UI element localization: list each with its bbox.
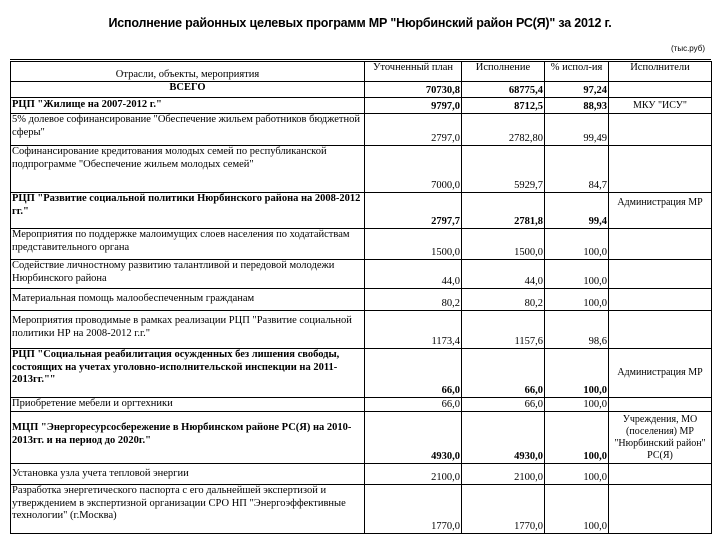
header-fact: Исполнение (462, 62, 545, 82)
row-pct: 99,49 (545, 114, 609, 146)
row-executor: МКУ "ИСУ" (609, 98, 712, 114)
row-executor (609, 260, 712, 289)
row-fact: 66,0 (462, 349, 545, 398)
table-row (11, 412, 712, 464)
row-fact: 2781,8 (462, 193, 545, 229)
row-fact: 2782,80 (462, 114, 545, 146)
row-fact: 1157,6 (462, 311, 545, 349)
row-plan: 1173,4 (365, 311, 462, 349)
row-name: Мероприятия по поддержке малоимущих слоев населения по ходатайствам представительного органа (11, 229, 365, 260)
header-name: Отрасли, объекты, мероприятия (11, 62, 365, 82)
row-pct: 100,0 (545, 229, 609, 260)
row-name: Материальная помощь малообеспеченным гражданам (11, 289, 365, 311)
row-executor: Администрация МР (609, 349, 712, 398)
row-name: РЦП "Развитие социальной политики Нюрбинского района на 2008-2012 гг." (11, 193, 365, 229)
table-header-row (11, 62, 712, 82)
row-pct: 100,0 (545, 398, 609, 412)
units-label: (тыс.руб) (671, 44, 705, 53)
row-pct: 100,0 (545, 260, 609, 289)
table-row (11, 98, 712, 114)
header-executor: Исполнители (609, 62, 712, 82)
table-row (11, 485, 712, 534)
row-fact: 66,0 (462, 398, 545, 412)
row-executor: Администрация МР (609, 193, 712, 229)
row-pct: 88,93 (545, 98, 609, 114)
row-plan: 2100,0 (365, 464, 462, 485)
row-name: Мероприятия проводимые в рамках реализации РЦП "Развитие социальной политики НР на 2008-2012 г.г." (11, 311, 365, 349)
row-executor (609, 485, 712, 534)
table-row (11, 229, 712, 260)
row-name: Приобретение мебели и оргтехники (11, 398, 365, 412)
row-executor (609, 114, 712, 146)
row-executor (609, 146, 712, 193)
row-executor (609, 464, 712, 485)
row-name: Содействие личностному развитию талантливой и передовой молодежи Нюрбинского района (11, 260, 365, 289)
row-name: Установка узла учета тепловой энергии (11, 464, 365, 485)
row-name: 5% долевое софинансирование "Обеспечение жильем работников бюджетной сферы" (11, 114, 365, 146)
row-fact: 68775,4 (462, 82, 545, 98)
row-plan: 80,2 (365, 289, 462, 311)
row-pct: 100,0 (545, 412, 609, 464)
row-pct: 100,0 (545, 349, 609, 398)
row-fact: 80,2 (462, 289, 545, 311)
row-name: Софинансирование кредитования молодых семей по республиканской подпрограмме "Обеспечение жильем молодых семей" (11, 146, 365, 193)
row-plan: 1500,0 (365, 229, 462, 260)
row-plan: 66,0 (365, 349, 462, 398)
row-plan: 9797,0 (365, 98, 462, 114)
row-plan: 1770,0 (365, 485, 462, 534)
row-executor: Учреждения, МО (поселения) МР "Нюрбинский район" РС(Я) (609, 412, 712, 464)
row-name: РЦП "Социальная реабилитация осужденных без лишения свободы, состоящих на учетах уголовно-исполнительской инспекции на 2011-2013гг."" (11, 349, 365, 398)
row-executor (609, 398, 712, 412)
row-pct: 98,6 (545, 311, 609, 349)
row-plan: 2797,7 (365, 193, 462, 229)
row-plan: 7000,0 (365, 146, 462, 193)
row-fact: 44,0 (462, 260, 545, 289)
row-pct: 100,0 (545, 485, 609, 534)
header-plan: Уточненный план (365, 62, 462, 82)
row-executor (609, 311, 712, 349)
table-row (11, 114, 712, 146)
document-title: Исполнение районных целевых программ МР "Нюрбинский район РС(Я)" за 2012 г. (108, 16, 612, 30)
row-executor (609, 82, 712, 98)
row-pct: 97,24 (545, 82, 609, 98)
row-fact: 1500,0 (462, 229, 545, 260)
row-pct: 84,7 (545, 146, 609, 193)
row-fact: 8712,5 (462, 98, 545, 114)
row-plan: 70730,8 (365, 82, 462, 98)
table-row-total (11, 82, 712, 98)
table-row (11, 289, 712, 311)
row-plan: 4930,0 (365, 412, 462, 464)
row-pct: 100,0 (545, 289, 609, 311)
table-row (11, 464, 712, 485)
header-pct: % испол-ия (545, 62, 609, 82)
row-name: ВСЕГО (11, 82, 365, 98)
row-pct: 100,0 (545, 464, 609, 485)
table-row (11, 146, 712, 193)
header-rule (10, 59, 711, 60)
table-row (11, 311, 712, 349)
row-name: Разработка энергетического паспорта с его дальнейшей экспертизой и утверждением в экспертизной организации СРО НП "Энергоэффективные технологии" (г.Москва) (11, 485, 365, 534)
row-fact: 5929,7 (462, 146, 545, 193)
row-plan: 44,0 (365, 260, 462, 289)
row-plan: 66,0 (365, 398, 462, 412)
row-executor (609, 229, 712, 260)
row-name: РЦП "Жилище на 2007-2012 г." (11, 98, 365, 114)
row-pct: 99,4 (545, 193, 609, 229)
row-plan: 2797,0 (365, 114, 462, 146)
table-row (11, 260, 712, 289)
table-row (11, 398, 712, 412)
row-name: МЦП "Энергоресурсосбережение в Нюрбинском районе РС(Я) на 2010-2013гг. и на период до 2020г." (11, 412, 365, 464)
table-row (11, 193, 712, 229)
row-fact: 2100,0 (462, 464, 545, 485)
row-fact: 1770,0 (462, 485, 545, 534)
table-row (11, 349, 712, 398)
row-executor (609, 289, 712, 311)
programs-table (10, 61, 712, 534)
row-fact: 4930,0 (462, 412, 545, 464)
